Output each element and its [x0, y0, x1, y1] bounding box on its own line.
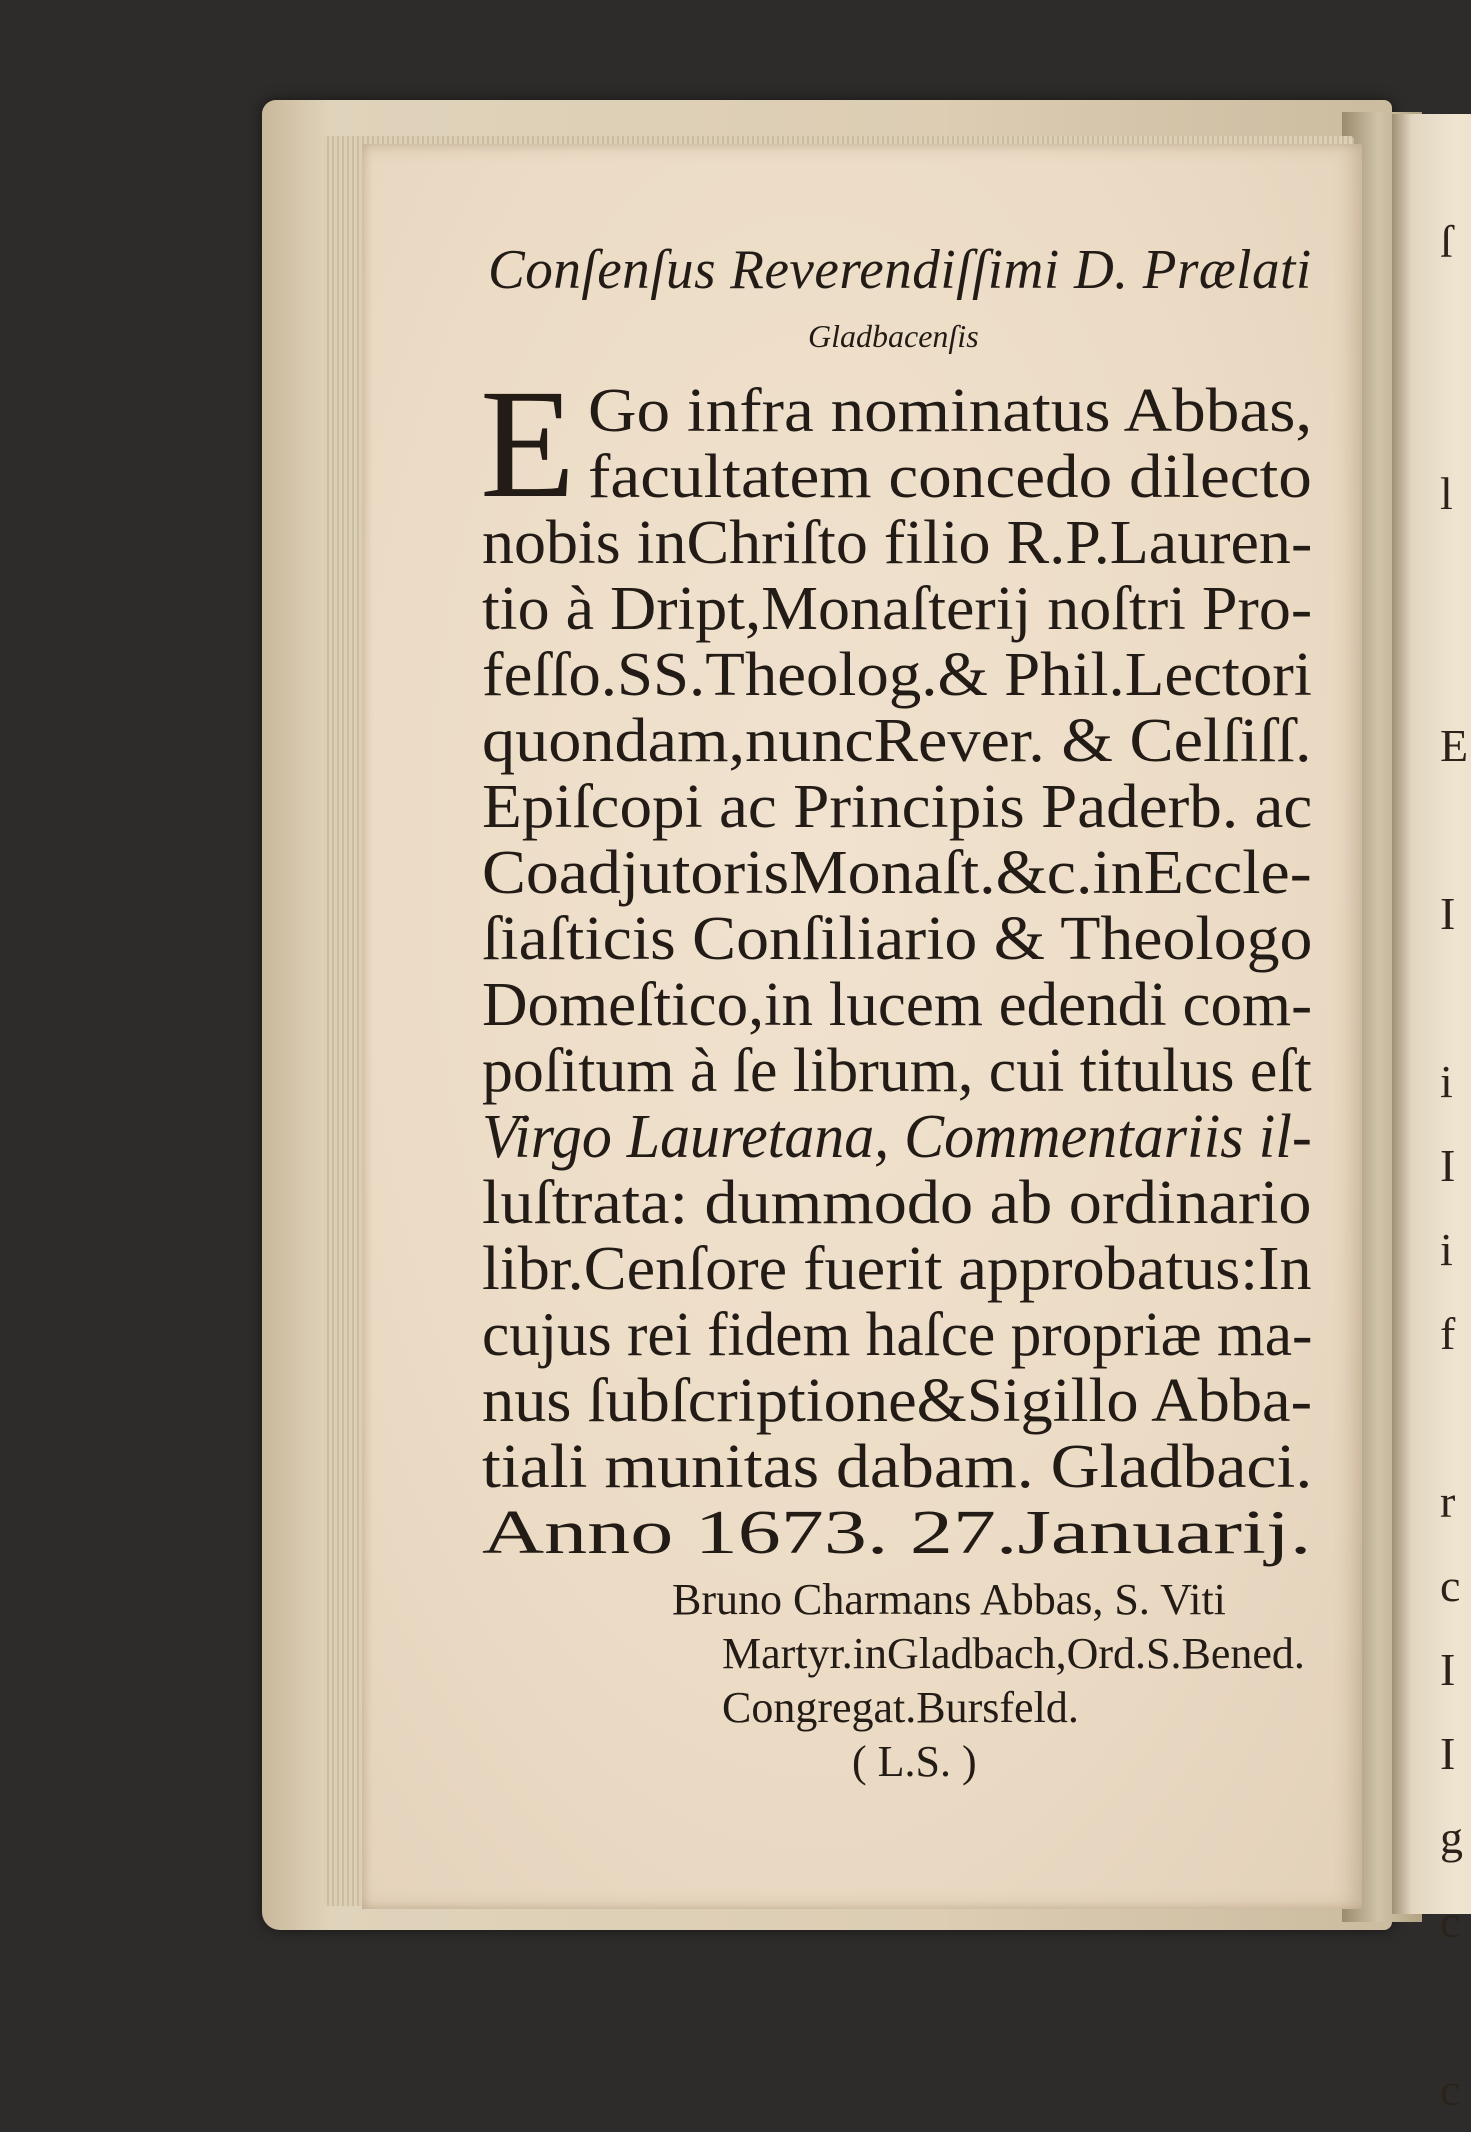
text-line: ſiaſticis Conſiliario & Theologo [482, 905, 1313, 973]
drop-cap: E [480, 357, 576, 530]
text-line: luſtrata: dummodo ab ordinario [482, 1169, 1312, 1237]
text-line: Anno 1673. 27.Januarij. [482, 1499, 1312, 1567]
signature-line: Bruno Charmans Abbas, S. Viti [672, 1575, 1226, 1624]
text-line: Virgo Lauretana, Commentariis il- [482, 1103, 1312, 1171]
text-line: nus ſubſcriptione&Sigillo Abba- [482, 1367, 1313, 1435]
text-line: feſſo.SS.Theolog.& Phil.Lectori [482, 641, 1312, 709]
text-line: Domeſtico,in lucem edendi com- [482, 971, 1313, 1039]
page-subtitle: Gladbacenſis [808, 318, 979, 354]
facing-page-text: ſ l E I i I i f r c I I g c c [1440, 216, 1469, 2115]
text-line: cujus rei fidem haſce propriæ ma- [482, 1301, 1313, 1369]
text-line: facultatem concedo dilecto [588, 443, 1312, 511]
text-line: Go infra nominatus Abbas, [588, 377, 1313, 445]
text-line: tio à Dript,Monaſterij noſtri Pro- [482, 575, 1313, 643]
text-line: Epiſcopi ac Principis Paderb. ac [482, 773, 1313, 841]
text-line: poſitum à ſe librum, cui titulus eſt [482, 1037, 1312, 1105]
text-line: CoadjutorisMonaſt.&c.inEccle- [482, 839, 1312, 907]
text-line: libr.Cenſore fuerit approbatus:In [482, 1235, 1312, 1303]
signature-line: Martyr.inGladbach,Ord.S.Bened. [722, 1629, 1305, 1678]
page-title: Conſenſus Reverendiſſimi D. Prælati [488, 239, 1312, 301]
text-line: tiali munitas dabam. Gladbaci. [482, 1433, 1313, 1501]
text-line: nobis inChriſto filio R.P.Lauren- [482, 509, 1313, 577]
seal-mark: ( L.S. ) [852, 1737, 977, 1786]
signature-line: Congregat.Bursfeld. [722, 1683, 1079, 1732]
text-line: quondam,nuncRever. & Celſiſſ. [482, 707, 1312, 775]
